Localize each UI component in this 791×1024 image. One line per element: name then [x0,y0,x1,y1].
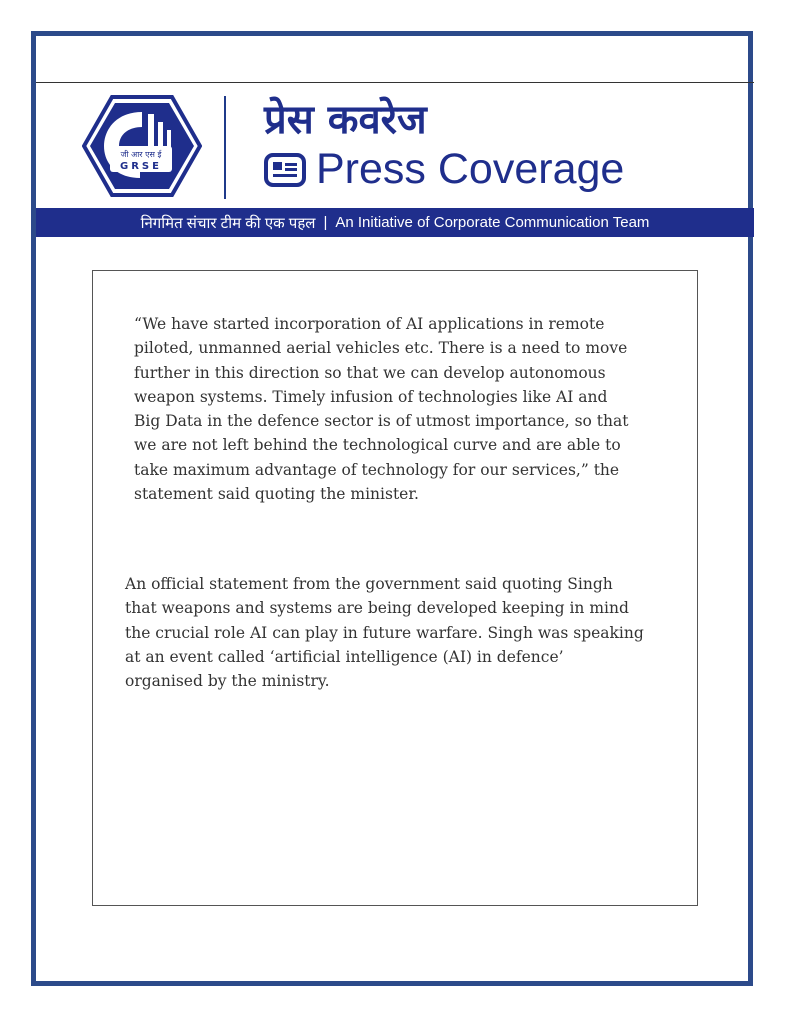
banner-english-text: An Initiative of Corporate Communication Team [335,214,650,231]
grse-logo [82,94,202,198]
newspaper-icon [264,153,306,187]
header-divider [224,96,226,199]
top-rule [36,82,754,83]
title-english: Press Coverage [316,145,625,193]
banner-hindi-text: निगमित संचार टीम की एक पहल [140,214,316,232]
logo-abbr-text: GRSE [120,161,162,172]
initiative-banner [36,208,754,237]
article-paragraph-quote: “We have started incorporation of AI applications in remote piloted, unmanned aerial vehicles etc. There is a need to move further in this direction so that we can develop autonomous weapon systems. Timely infusion of technologies like AI and Big Data in the defence sector is of utmost importance, so that we are not left behind the technological curve and are able to take maximum advantage of technology for our services,” the statement said quoting the minister. [134,315,629,504]
title-hindi: प्रेस कवरेज [264,97,427,143]
logo-hindi-text: जी आर एस ई [120,150,162,159]
article-paragraph-statement: An official statement from the government said quoting Singh that weapons and systems are being developed keeping in mind the crucial role AI can play in future warfare. Singh was speaking at an event called ‘artificial intelligence (AI) in defence’ organised by the ministry. [125,575,644,691]
banner-separator: | [323,214,328,231]
title-english-row [264,145,625,193]
